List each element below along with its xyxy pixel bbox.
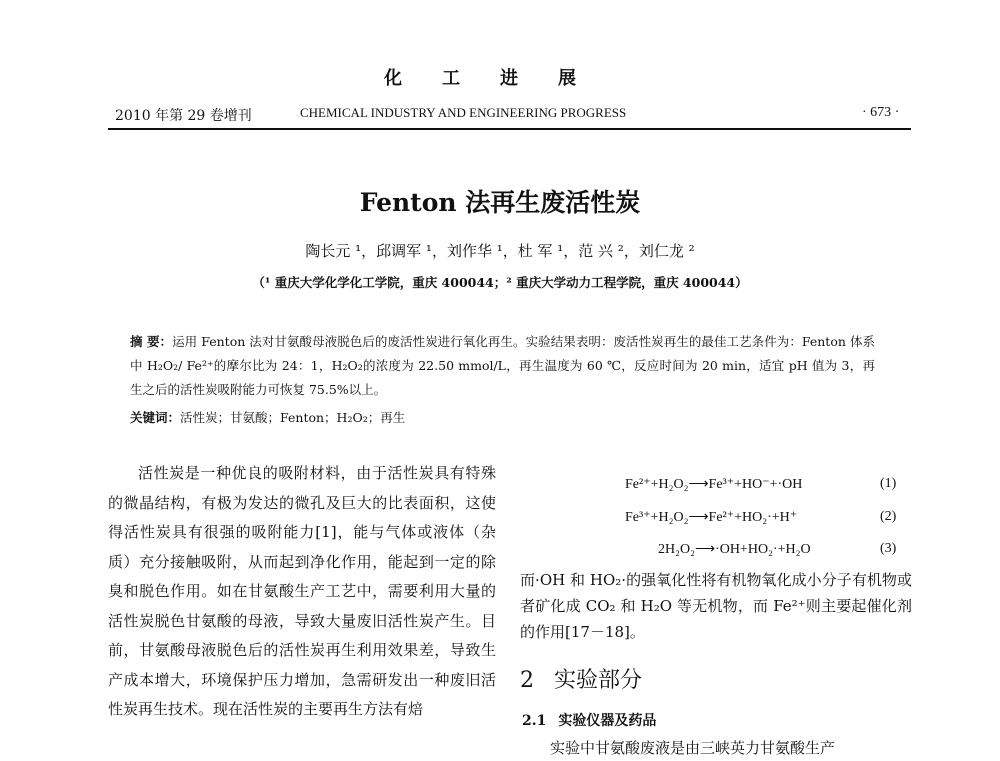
keywords-label: 关键词： xyxy=(130,410,181,425)
section-2-heading xyxy=(520,663,642,694)
equation-1-number: (1) xyxy=(880,476,897,491)
intro-paragraph: 活性炭是一种优良的吸附材料，由于活性炭具有特殊的微晶结构，有极为发达的微孔及巨大的比表面积，这使得活性炭具有很强的吸附能力[1]，能与气体或液体（杂质）充分接触吸附，从而起到净化作用，能起到一定的除臭和脱色作用。如在甘氨酸生产工艺中，需要利用大量的活性炭脱色甘氨酸的母液，导致大量废旧活性炭产生。目前，甘氨酸母液脱色后的活性炭再生利用效果差，导致生产成本增大，环境保护压力增加，急需研发出一种废旧活性炭再生技术。现在活性炭的主要再生方法有焙 xyxy=(108,464,496,718)
affiliations: （¹ 重庆大学化学化工学院，重庆 400044；² 重庆大学动力工程学院，重庆 400044） xyxy=(252,275,748,290)
paper-title: Fenton 法再生废活性炭 xyxy=(359,188,641,217)
journal-english-title: CHEMICAL INDUSTRY AND ENGINEERING PROGRESS xyxy=(300,105,627,120)
equation-2-number: (2) xyxy=(880,509,897,524)
section-2-1-text: 实验中甘氨酸废液是由三峡英力甘氨酸生产 xyxy=(550,739,836,757)
header-rule xyxy=(108,128,911,130)
keywords-text: 活性炭；甘氨酸；Fenton；H₂O₂；再生 xyxy=(180,410,406,425)
issue-info: 2010 年第 29 卷增刊 xyxy=(115,108,252,124)
journal-title: 化工进展 xyxy=(384,68,616,89)
equation-3-number: (3) xyxy=(880,541,897,556)
equation-2: Fe³⁺+H₂O₂⟶Fe²⁺+HO₂·+H⁺ xyxy=(625,510,798,525)
equation-1: Fe²⁺+H₂O₂⟶Fe³⁺+HO⁻+·OH xyxy=(625,477,803,492)
keywords xyxy=(130,408,875,426)
abstract-label: 摘 要： xyxy=(130,334,173,349)
section-2-1-title: 实验仪器及药品 xyxy=(558,713,657,729)
abstract-text: 运用 Fenton 法对甘氨酸母液脱色后的废活性炭进行氧化再生。实验结果表明：废活性炭再生的最佳工艺条件为：Fenton 体系中 H₂O₂/ Fe²⁺的摩尔比为 24：1，H₂O₂的浓度为 22.50 mmol/L，再生温度为 60 ℃，反应时间为 20 min，适宜 pH 值为 3，再生之后的活性炭吸附能力可恢复 75.5%以上。 xyxy=(130,334,875,397)
section-2-1-number: 2.1 xyxy=(522,713,547,729)
section-2-1-heading xyxy=(522,710,656,730)
abstract xyxy=(130,330,875,402)
page-number: · 673 · xyxy=(862,105,900,120)
mechanism-paragraph: 而·OH 和 HO₂·的强氧化性将有机物氧化成小分子有机物或者矿化成 CO₂ 和 H₂O 等无机物，而 Fe²⁺则主要起催化剂的作用[17－18]。 xyxy=(520,571,912,641)
section-2-title: 实验部分 xyxy=(554,668,643,693)
authors: 陶长元 ¹，邱调军 ¹，刘作华 ¹，杜 军 ¹，范 兴 ²，刘仁龙 ² xyxy=(305,242,695,260)
section-2-number: 2 xyxy=(520,668,534,693)
equation-3: 2H₂O₂⟶·OH+HO₂·+H₂O xyxy=(658,542,811,557)
